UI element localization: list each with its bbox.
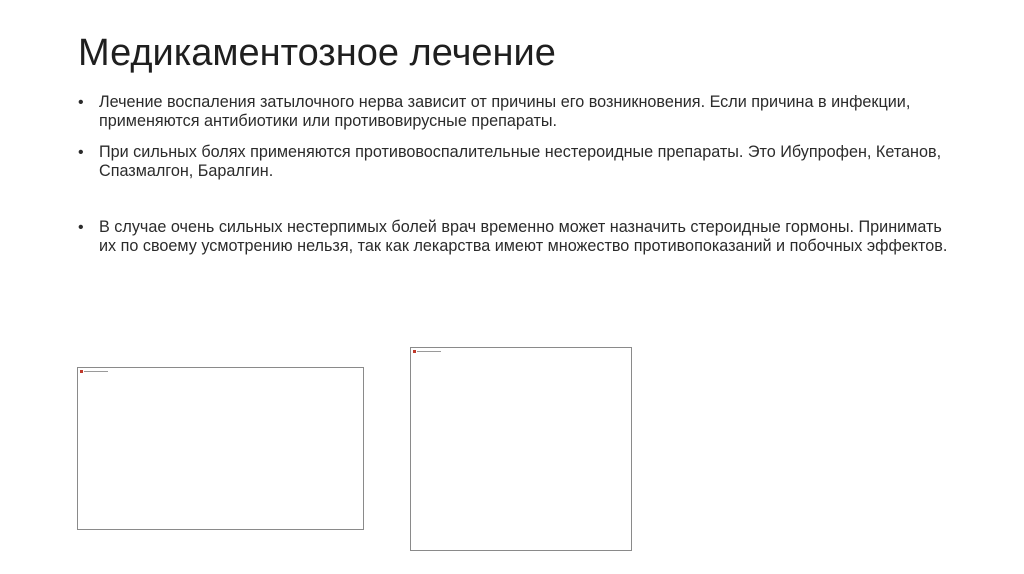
bullet-text: При сильных болях применяются противовоспалительные нестероидные препараты. Это Ибупрофен, Кетанов, Спазмалгон, Баралгин. <box>99 143 942 180</box>
slide-title: Медикаментозное лечение <box>78 32 556 74</box>
image-placeholder <box>410 347 632 551</box>
bullet-item <box>78 218 958 256</box>
broken-image-icon <box>80 370 110 373</box>
image-placeholder <box>77 367 364 530</box>
bullet-marker: • <box>78 219 84 236</box>
bullet-item <box>78 143 958 181</box>
bullet-list <box>78 93 958 256</box>
bullet-item <box>78 93 958 131</box>
broken-image-icon <box>413 350 443 353</box>
bullet-marker: • <box>78 144 84 161</box>
bullet-text: Лечение воспаления затылочного нерва зависит от причины его возникновения. Если причина в инфекции, применяются антибиотики или противовирусные препараты. <box>99 93 911 130</box>
bullet-text: В случае очень сильных нестерпимых болей врач временно может назначить стероидные гормоны. Принимать их по своему усмотрению нельзя, так как лекарства имеют множество противопоказаний и побочных эффектов. <box>99 218 948 255</box>
bullet-marker: • <box>78 94 84 111</box>
